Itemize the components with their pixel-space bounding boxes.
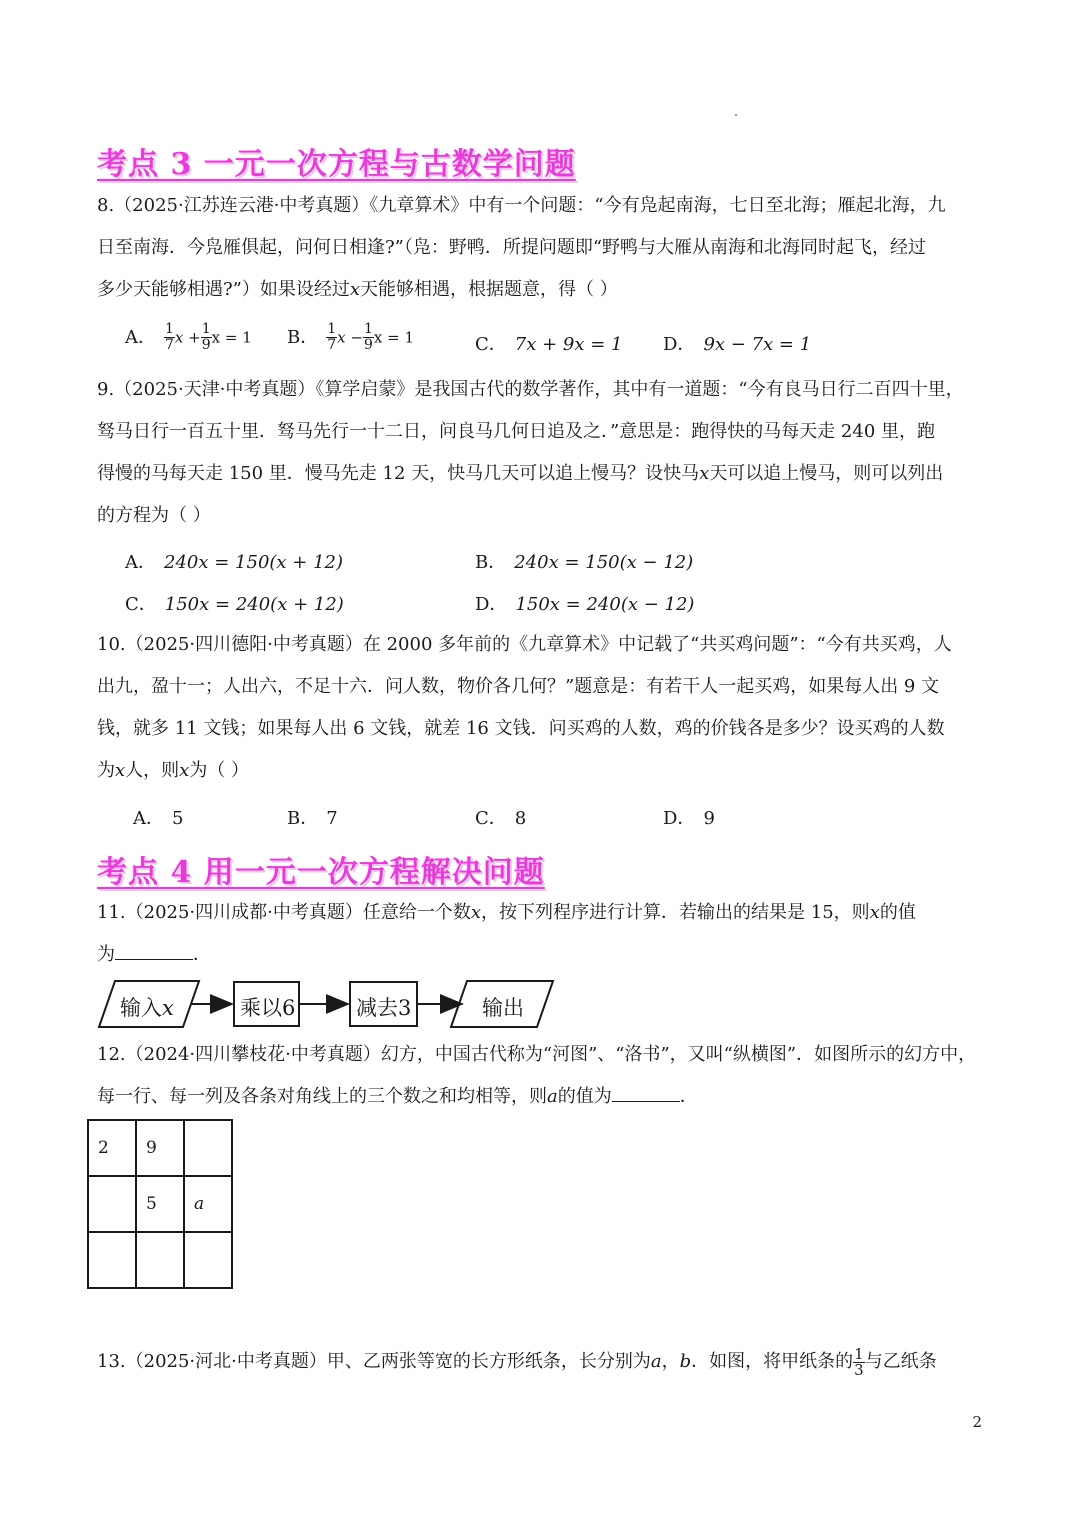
flow-input-label: 输入x <box>120 996 174 1020</box>
question-8 <box>97 185 985 311</box>
q9-line-1: 9.（2025·天津·中考真题）《算学启蒙》是我国古代的数学著作，其中有一道题：“今有良马日行二百四十里， <box>97 379 964 400</box>
q8-option-d[interactable]: D． 9x − 7x = 1 <box>663 334 812 355</box>
q13-line-1: 13.（2025·河北·中考真题）甲、乙两张等宽的长方形纸条，长分别为a，b．如图，将甲纸条的 $\frac{1}{3}$ 与乙纸条 <box>97 1344 937 1379</box>
q10-line-4: 为x人，则x为（ ） <box>97 760 250 781</box>
flow-output-label: 输出 <box>482 996 524 1020</box>
question-13 <box>97 1341 985 1383</box>
grid-cell <box>184 1232 232 1288</box>
table-row <box>88 1176 232 1232</box>
question-12 <box>97 1034 985 1118</box>
flow-step-2: 减去3 <box>356 996 412 1020</box>
scan-dot <box>735 114 737 116</box>
q10-option-a[interactable]: A． 5 <box>133 808 184 829</box>
q8-line-3: 多少天能够相遇?”）如果设经过x天能够相遇，根据题意，得（ ） <box>97 279 618 300</box>
q9-line-2: 驽马日行一百五十里．驽马先行一十二日，问良马几何日追及之．”意思是：跑得快的马每天走 240 里，跑 <box>97 421 935 442</box>
question-10 <box>97 624 985 792</box>
q10-line-3: 钱，就多 11 文钱；如果每人出 6 文钱，就差 16 文钱．问买鸡的人数，鸡的价钱各是多少？设买鸡的人数 <box>97 718 945 739</box>
magic-square <box>87 1119 233 1289</box>
q12-line-2: 每一行、每一列及各条对角线上的三个数之和均相等，则a的值为 ． <box>97 1076 985 1118</box>
q9-line-4: 的方程为（ ） <box>97 505 211 526</box>
grid-cell <box>184 1120 232 1176</box>
page-number: 2 <box>972 1413 982 1431</box>
q8-line-2: 日至南海．今凫雁俱起，问何日相逢?”（凫：野鸭．所提问题即“野鸭与大雁从南海和北海同时起飞，经过 <box>97 237 927 258</box>
q9-option-a[interactable]: A． 240x = 150(x + 12) <box>125 552 344 573</box>
question-11 <box>97 892 985 976</box>
q8-option-b[interactable]: B． $\frac{1}{7}$ x − $\frac{1}{9}$ x = 1 <box>287 321 414 353</box>
q8-line-1: 8.（2025·江苏连云港·中考真题）《九章算术》中有一个问题：“今有凫起南海，七日至北海；雁起北海，九 <box>97 195 946 216</box>
q10-option-c[interactable]: C． 8 <box>475 808 527 829</box>
grid-cell: 5 <box>136 1176 184 1232</box>
grid-cell <box>136 1232 184 1288</box>
q8-option-a[interactable]: A． $\frac{1}{7}$ x + $\frac{1}{9}$ x = 1 <box>125 321 252 353</box>
q8-option-c[interactable]: C． 7x + 9x = 1 <box>475 334 623 355</box>
grid-cell: a <box>184 1176 232 1232</box>
grid-cell <box>88 1232 136 1288</box>
table-row <box>88 1232 232 1288</box>
answer-blank[interactable] <box>115 939 193 960</box>
q9-option-b[interactable]: B． 240x = 150(x − 12) <box>475 552 694 573</box>
q12-line-1: 12.（2024·四川攀枝花·中考真题）幻方，中国古代称为“河图”、“洛书”，又叫“纵横图”．如图所示的幻方中， <box>97 1044 977 1065</box>
q10-line-2: 出九，盈十一；人出六，不足十六．问人数，物价各几何？”题意是：有若干人一起买鸡，如果每人出 9 文 <box>97 676 940 697</box>
answer-blank-12[interactable] <box>612 1081 680 1102</box>
q9-option-d[interactable]: D． 150x = 240(x − 12) <box>475 594 695 615</box>
table-row <box>88 1120 232 1176</box>
q10-option-d[interactable]: D． 9 <box>663 808 715 829</box>
q10-line-1: 10.（2025·四川德阳·中考真题）在 2000 多年前的《九章算术》中记载了“共买鸡问题”：“今有共买鸡，人 <box>97 634 952 655</box>
q9-option-c[interactable]: C． 150x = 240(x + 12) <box>125 594 344 615</box>
question-9 <box>97 369 985 537</box>
grid-cell: 9 <box>136 1120 184 1176</box>
q10-option-b[interactable]: B． 7 <box>287 808 338 829</box>
section-title-4: 考点 4 用一元一次方程解决问题 <box>97 855 545 890</box>
flow-step-1: 乘以6 <box>240 996 296 1020</box>
grid-cell <box>88 1176 136 1232</box>
grid-cell: 2 <box>88 1120 136 1176</box>
q9-line-3: 得慢的马每天走 150 里．慢马先走 12 天，快马几天可以追上慢马？设快马x天可以追上慢马，则可以列出 <box>97 463 944 484</box>
section-title-3: 考点 3 一元一次方程与古数学问题 <box>97 147 576 182</box>
q11-line-2: 为 ． <box>97 934 985 976</box>
q11-line-1: 11.（2025·四川成都·中考真题）任意给一个数x，按下列程序进行计算．若输出的结果是 15，则x的值 <box>97 902 916 923</box>
